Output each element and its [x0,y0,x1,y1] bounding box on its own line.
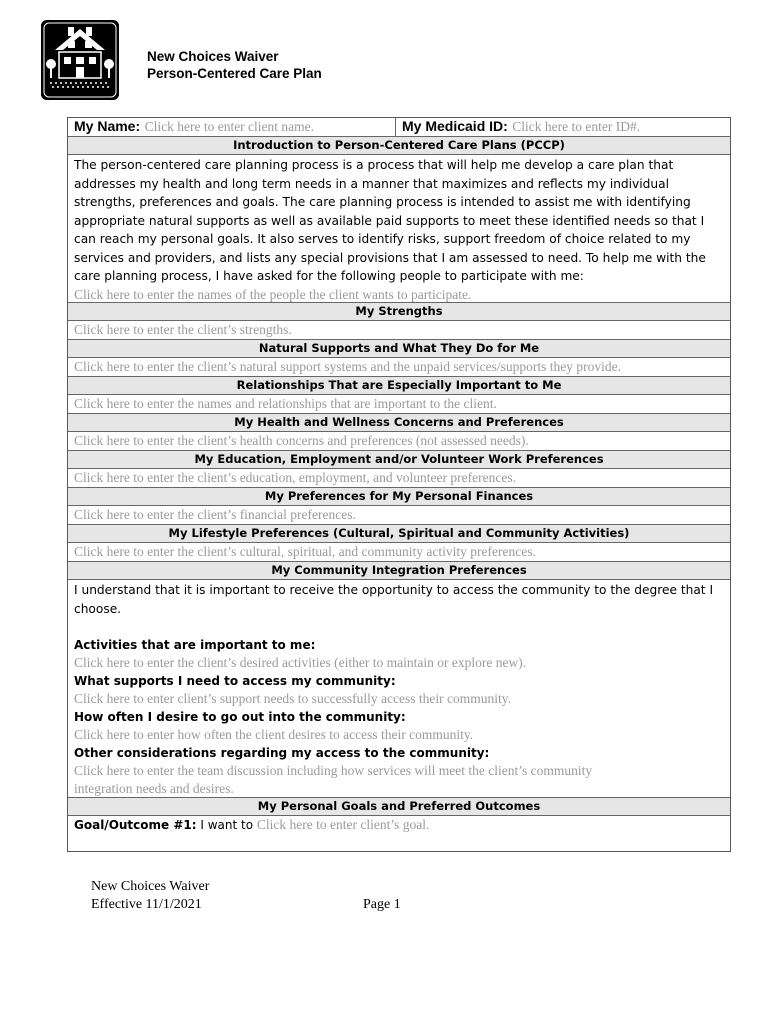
lifestyle-row [68,543,730,562]
section-title-community: My Community Integration Preferences [68,562,730,580]
finances-field[interactable]: Click here to enter the client’s financial preferences. [74,507,356,522]
participants-field[interactable]: Click here to enter the names of the people the client wants to participate. [74,286,472,302]
lifestyle-field[interactable]: Click here to enter the client’s cultural, spiritual, and community activity preferences. [74,544,536,559]
intro-line: can reach my personal goals. It also serves to identify risks, support freedom of choice related to my [74,232,691,246]
client-name-field[interactable] [68,118,396,136]
section-title-relationships: Relationships That are Especially Important to Me [68,377,730,395]
goal-label: Goal/Outcome #1: [74,818,197,832]
goal-prefix: I want to [196,818,257,832]
health-row [68,432,730,451]
section-title-goals: My Personal Goals and Preferred Outcomes [68,798,730,816]
name-placeholder[interactable]: Click here to enter client name. [144,119,315,134]
section-title-strengths: My Strengths [68,303,730,321]
header-program-name: New Choices Waiver [147,49,279,64]
intro-line: care planning process, I have asked for the following people to participate with me: [74,269,584,283]
other-considerations-field[interactable] [68,762,730,798]
activities-field[interactable]: Click here to enter the client’s desired activities (either to maintain or explore new). [74,655,527,670]
document-header [147,48,322,82]
section-title-lifestyle: My Lifestyle Preferences (Cultural, Spiritual and Community Activities) [68,525,730,543]
strengths-field[interactable]: Click here to enter the client’s strengths. [74,322,292,337]
health-field[interactable]: Click here to enter the client’s health concerns and preferences (not assessed needs). [74,433,529,448]
intro-line: appropriate natural supports as well as available paid supports to meet these identified needs so that I [74,213,705,228]
name-id-row [68,118,730,137]
intro-body [68,155,730,303]
goal-field[interactable]: Click here to enter client’s goal. [256,817,430,832]
community-line: I understand that it is important to receive the opportunity to access the community to the degree that I [74,583,714,597]
house-logo-icon [41,20,119,100]
relationships-field[interactable]: Click here to enter the names and relationships that are important to the client. [74,396,497,411]
community-body [68,580,730,798]
strengths-row [68,321,730,340]
footer-block [91,878,209,914]
education-field[interactable]: Click here to enter the client’s education, employment, and volunteer preferences. [74,470,516,485]
activities-label: Activities that are important to me: [74,638,316,652]
frequency-label: How often I desire to go out into the community: [74,710,406,724]
page-number: Page 1 [363,897,401,912]
medicaid-id-label: My Medicaid ID: [402,118,508,134]
other-considerations-line: Click here to enter the team discussion including how services will meet the client’s community [74,763,593,778]
natural-supports-row [68,358,730,377]
goal-row [68,816,730,852]
education-row [68,469,730,488]
community-line: choose. [74,601,122,616]
section-title-education: My Education, Employment and/or Volunteer Work Preferences [68,451,730,469]
natural-supports-field[interactable]: Click here to enter the client’s natural support systems and the unpaid services/supports they provide. [74,359,621,374]
relationships-row [68,395,730,414]
intro-line: addresses my health and long term needs in a manner that maximizes and reflects my individual [74,176,669,191]
footer-effective-date: Effective 11/1/2021 [91,897,202,912]
medicaid-id-field[interactable] [396,118,730,136]
intro-line: strengths, preferences and goals. The care planning process is intended to assist me with identifying [74,195,691,209]
name-label: My Name: [74,118,141,134]
section-title-finances: My Preferences for My Personal Finances [68,488,730,506]
section-title-health: My Health and Wellness Concerns and Preferences [68,414,730,432]
frequency-field[interactable]: Click here to enter how often the client desires to access their community. [74,727,474,742]
supports-label: What supports I need to access my community: [74,674,396,688]
footer-program-name: New Choices Waiver [91,879,210,894]
section-title-natural-supports: Natural Supports and What They Do for Me [68,340,730,358]
finances-row [68,506,730,525]
intro-line: The person-centered care planning process is a process that will help me develop a care plan that [74,158,674,172]
medicaid-id-placeholder[interactable]: Click here to enter ID#. [512,119,641,134]
intro-line: services and providers, and lists any special provisions that I am assessed to need. To help me with the [74,250,706,265]
other-considerations-label: Other considerations regarding my access to the community: [74,746,490,760]
section-title-intro: Introduction to Person-Centered Care Plans (PCCP) [68,137,730,155]
care-plan-form [67,117,731,852]
header-document-title: Person-Centered Care Plan [147,66,322,81]
supports-field[interactable]: Click here to enter client’s support needs to successfully access their community. [74,691,512,706]
other-considerations-line: integration needs and desires. [74,781,234,796]
